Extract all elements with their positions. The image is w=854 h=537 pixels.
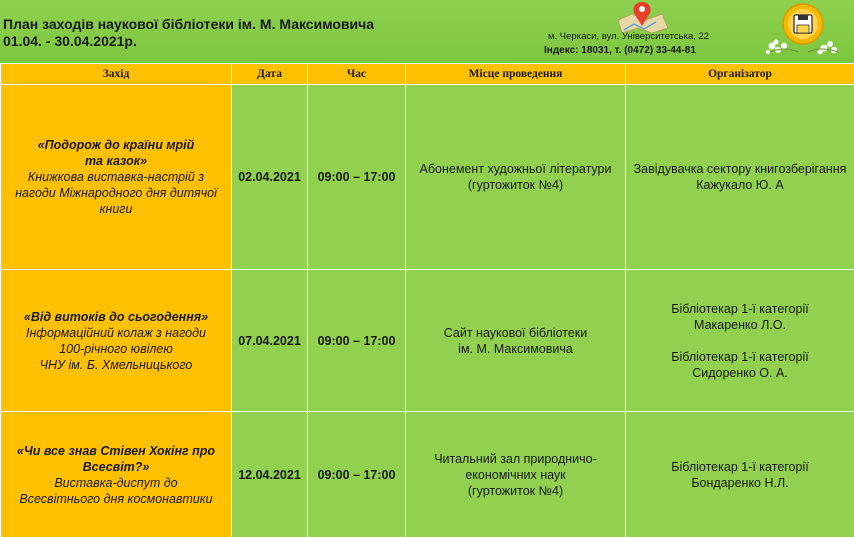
organizer-text: Бібліотекар 1-ї категорії Бондаренко Н.Л. <box>671 459 809 490</box>
event-description: Виставка-диспут до Всесвітнього дня космонавтики <box>19 475 213 506</box>
event-cell <box>1 412 232 537</box>
table-row <box>1 85 854 270</box>
event-title: «Подорож до країни мрій та казок» <box>37 138 195 168</box>
event-cell <box>1 85 232 270</box>
organizer-text: Завідувачка сектору книгозберігання Кажукало Ю. А <box>633 162 847 192</box>
table-header-row <box>1 64 854 85</box>
place-cell <box>406 85 626 270</box>
place-text: Абонемент художньої літератури (гуртожиток №4) <box>419 162 612 192</box>
page-title: План заходів наукової бібліотеки ім. М. Максимовича 01.04. - 30.04.2021р. <box>3 16 375 49</box>
organizer-cell <box>626 270 854 412</box>
event-title: «Від витоків до сьогодення» <box>23 309 209 324</box>
date-cell: 02.04.2021 <box>232 85 308 270</box>
time-cell: 09:00 – 17:00 <box>308 85 406 270</box>
date-cell: 07.04.2021 <box>232 270 308 412</box>
map-pin-icon <box>612 0 672 34</box>
place-text: Читальний зал природничо- економічних наук (гуртожиток №4) <box>434 451 597 498</box>
date-cell: 12.04.2021 <box>232 412 308 537</box>
event-title: «Чи все знав Стівен Хокінг про Всесвіт?» <box>16 443 216 474</box>
event-cell <box>1 270 232 412</box>
col-header-event: Захід <box>1 64 232 85</box>
events-table <box>0 63 854 537</box>
contact-line: Індекс: 18031, т. (0472) 33-44-81 <box>544 45 696 56</box>
address-line: м. Черкаси, вул. Університетська, 22 <box>548 31 710 42</box>
library-logo-icon <box>764 2 842 60</box>
organizer-cell <box>626 85 854 270</box>
col-header-place: Місце проведення <box>406 64 626 85</box>
time-cell: 09:00 – 17:00 <box>308 412 406 537</box>
col-header-time: Час <box>308 64 406 85</box>
place-text: Сайт наукової бібліотеки ім. М. Максимовича <box>443 325 588 356</box>
place-cell <box>406 412 626 537</box>
time-cell: 09:00 – 17:00 <box>308 270 406 412</box>
organizer-cell <box>626 412 854 537</box>
event-description: Інформаційний колаж з нагоди 100-річного ювілею ЧНУ ім. Б. Хмельницького <box>26 325 206 372</box>
col-header-date: Дата <box>232 64 308 85</box>
col-header-organizer: Організатор <box>626 64 854 85</box>
place-cell <box>406 270 626 412</box>
page-header <box>0 0 854 63</box>
address-block <box>544 30 710 58</box>
organizer-text: Бібліотекар 1-ї категорії Макаренко Л.О. Бібліотекар 1-ї категорії Сидоренко О. А. <box>671 301 809 380</box>
table-row <box>1 412 854 537</box>
table-row <box>1 270 854 412</box>
event-description: Книжкова виставка-настрій з нагоди Міжнародного дня дитячої книги <box>15 170 217 216</box>
